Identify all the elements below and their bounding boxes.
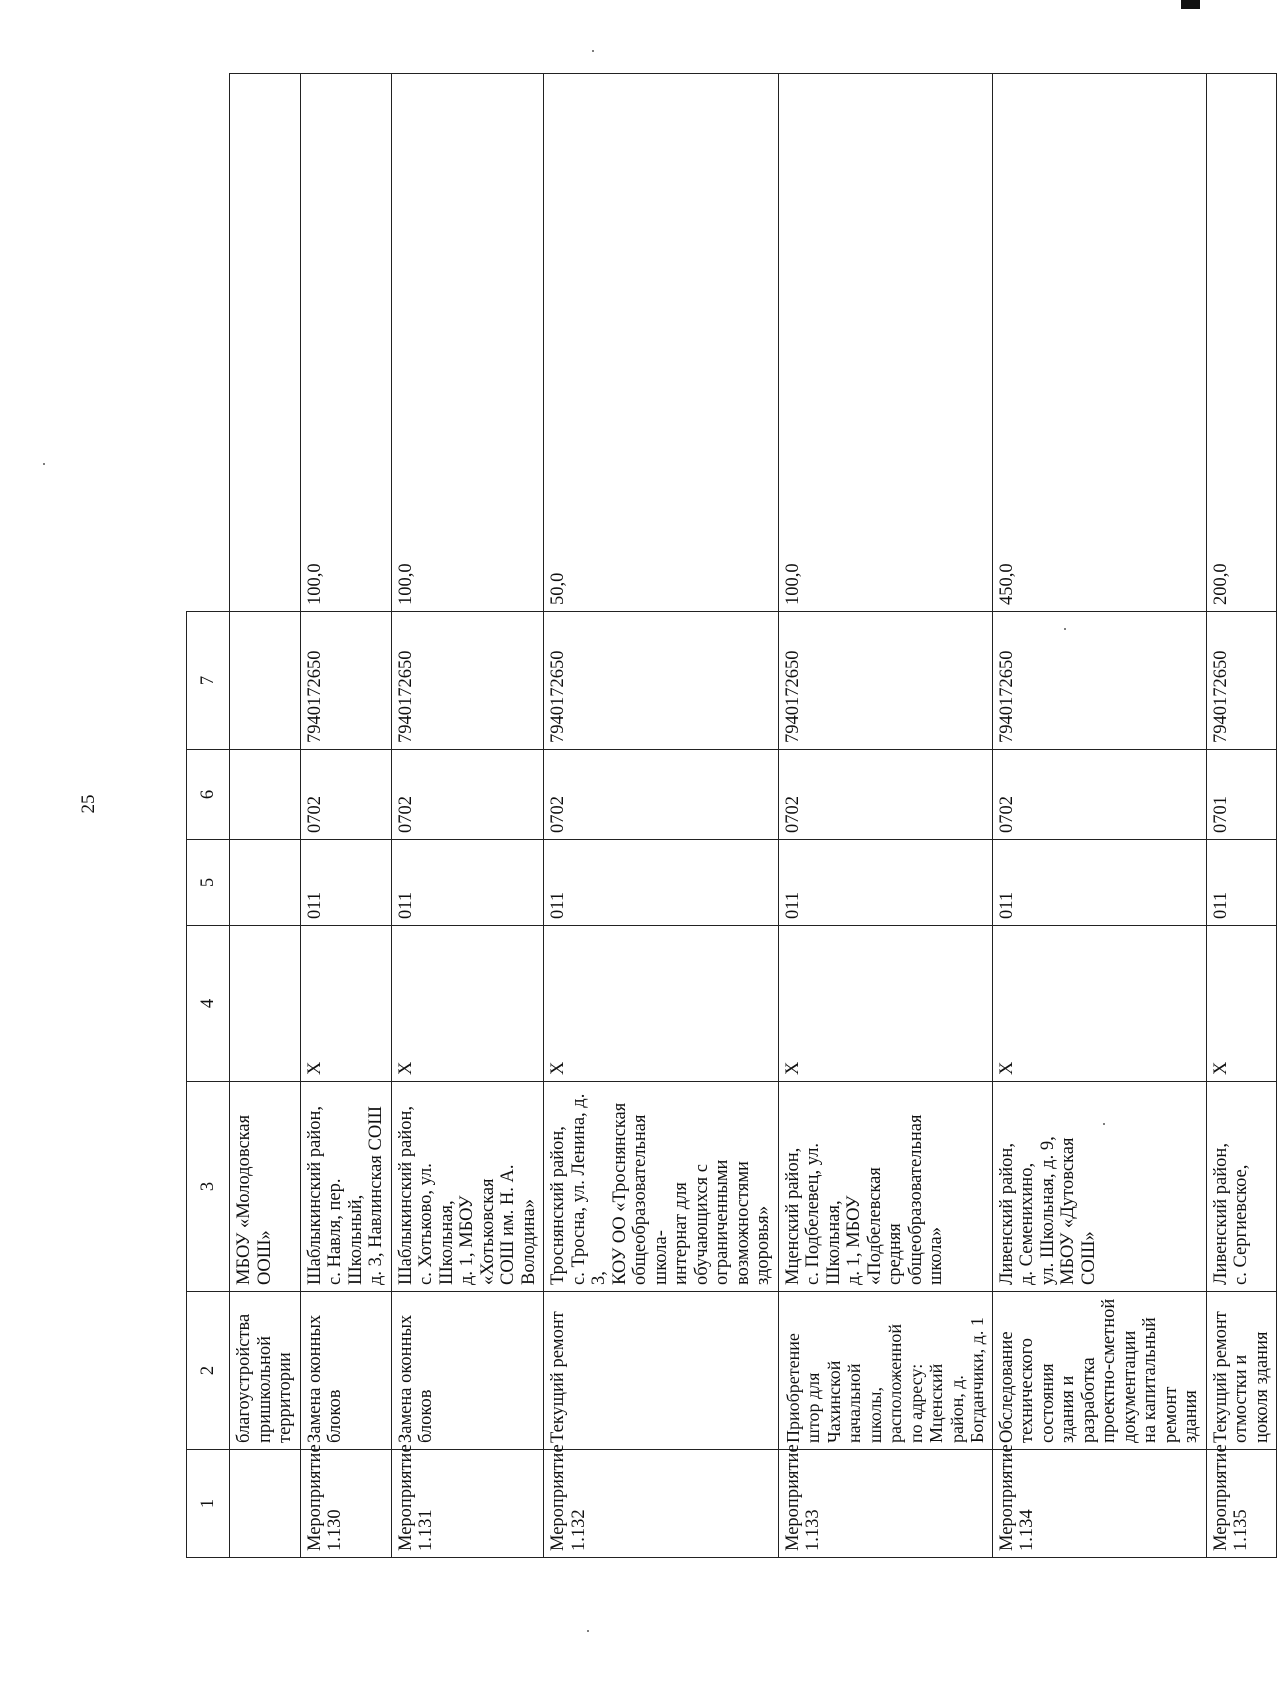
cell-name: Текущий ремонт [544, 1292, 779, 1450]
cell-event: Мероприятие 1.134 [992, 1450, 1206, 1558]
cell-col6: 7940172650 [778, 612, 992, 750]
cell-event: Мероприятие 1.131 [391, 1450, 544, 1558]
cell-col4 [230, 840, 301, 926]
cell-col5 [230, 750, 301, 840]
cell-address: Шаблыкинский район, с. Хотьково, ул. Школьная, д. 1, МБОУ «Хотьковская СОШ им. Н. А. Володина» [391, 1082, 544, 1292]
cell-col7 [230, 74, 301, 612]
cell-col4: 011 [391, 840, 544, 926]
cell-col3: Х [1206, 926, 1277, 1082]
cell-name: благоустройства пришкольной территории [230, 1292, 301, 1450]
cell-col4: 011 [544, 840, 779, 926]
scan-speck [43, 463, 45, 465]
cell-col4: 011 [300, 840, 391, 926]
cell-col6: 7940172650 [992, 612, 1206, 750]
cell-col6: 7940172650 [544, 612, 779, 750]
cell-col6: 7940172650 [300, 612, 391, 750]
cell-name: Замена оконных блоков [300, 1292, 391, 1450]
cell-event: Мероприятие 1.130 [300, 1450, 391, 1558]
table-row [544, 74, 779, 1558]
cell-col7: 50,0 [544, 74, 779, 612]
continuation-row [230, 74, 301, 1558]
cell-event: Мероприятие 1.132 [544, 1450, 779, 1558]
scan-speck [592, 50, 594, 52]
column-header-4: 4 [187, 926, 230, 1082]
column-header-7: 7 [187, 612, 230, 750]
cell-col3 [230, 926, 301, 1082]
table-row [778, 74, 992, 1558]
cell-name: Замена оконных блоков [391, 1292, 544, 1450]
cell-col6: 7940172650 [1206, 612, 1277, 750]
cell-col5: 0702 [391, 750, 544, 840]
cell-col3: Х [992, 926, 1206, 1082]
cell-col4: 011 [992, 840, 1206, 926]
page-number: 25 [78, 794, 99, 814]
scan-speck [587, 1630, 589, 1632]
cell-address: Ливенский район, д. Семенихино, ул. Школьная, д. 9, МБОУ «Дутовская СОШ» [992, 1082, 1206, 1292]
scan-corner-mark [1181, 0, 1200, 9]
column-header-3: 3 [187, 1082, 230, 1292]
cell-col3: Х [544, 926, 779, 1082]
column-header-5: 5 [187, 840, 230, 926]
cell-name: Обследование технического состояния здания и разработка проектно-сметной документации на капитальный ремонт здания [992, 1292, 1206, 1450]
cell-address: МБОУ «Молодовская ООШ» [230, 1082, 301, 1292]
column-header-2: 2 [187, 1292, 230, 1450]
cell-address: Ливенский район, с. Сергиевское, [1206, 1082, 1277, 1292]
cell-col7: 100,0 [778, 74, 992, 612]
cell-col5: 0702 [544, 750, 779, 840]
cell-name: Текущий ремонт отмостки и цоколя здания [1206, 1292, 1277, 1450]
cell-event: Мероприятие 1.133 [778, 1450, 992, 1558]
cell-col7: 450,0 [992, 74, 1206, 612]
cell-col5: 0702 [300, 750, 391, 840]
cell-col7: 100,0 [300, 74, 391, 612]
cell-col7: 200,0 [1206, 74, 1277, 612]
cell-col5: 0701 [1206, 750, 1277, 840]
cell-col4: 011 [1206, 840, 1277, 926]
table-row [992, 74, 1206, 1558]
table-row [1206, 74, 1277, 1558]
cell-name: Приобретение штор для Чахинской начальной школы, расположенной по адресу: Мценский район, д. Богданчики, д. 1 [778, 1292, 992, 1450]
column-header-6: 6 [187, 750, 230, 840]
budget-table-rotated [186, 73, 1272, 1558]
cell-address: Шаблыкинский район, с. Навля, пер. Школьный, д. 3, Навлинская СОШ [300, 1082, 391, 1292]
cell-col3: Х [391, 926, 544, 1082]
cell-col3: Х [778, 926, 992, 1082]
cell-event [230, 1450, 301, 1558]
cell-event: Мероприятие 1.135 [1206, 1450, 1277, 1558]
budget-table [186, 73, 1277, 1558]
column-header-1: 1 [187, 1450, 230, 1558]
header-row [187, 74, 230, 1558]
cell-col4: 011 [778, 840, 992, 926]
cell-col5: 0702 [778, 750, 992, 840]
cell-col5: 0702 [992, 750, 1206, 840]
cell-address: Троснянский район, с. Тросна, ул. Ленина, д. 3, КОУ ОО «Троснянская общеобразовательная школа- интернат для обучающихся с ограниченными возможностями здоровья» [544, 1082, 779, 1292]
table-row [391, 74, 544, 1558]
cell-col6: 7940172650 [391, 612, 544, 750]
cell-col7: 100,0 [391, 74, 544, 612]
cell-col3: Х [300, 926, 391, 1082]
table-body [187, 74, 1277, 1558]
cell-address: Мценский район, с. Подбелевец, ул. Школьная, д. 1, МБОУ «Подбелевская средняя общеобразовательная школа» [778, 1082, 992, 1292]
table-row [300, 74, 391, 1558]
cell-col6 [230, 612, 301, 750]
